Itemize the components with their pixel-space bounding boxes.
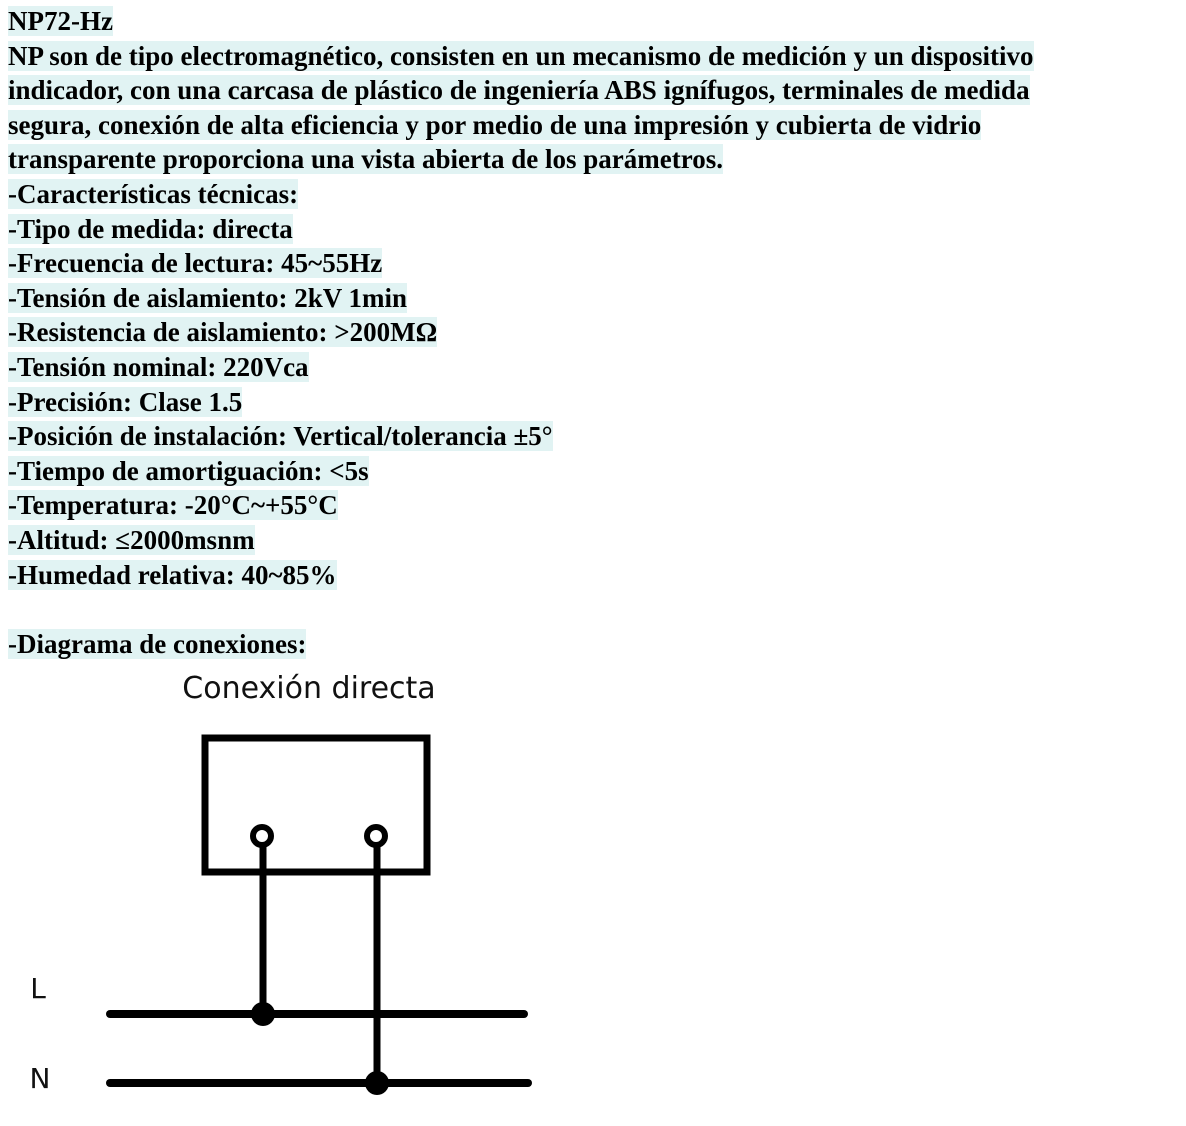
description-line: segura, conexión de alta eficiencia y por medio de una impresión y cubierta de vidrio xyxy=(8,109,982,140)
terminal-2-icon xyxy=(367,827,385,845)
spec-item: -Tiempo de amortiguación: <5s xyxy=(8,455,369,486)
spec-item: -Posición de instalación: Vertical/tolerancia ±5° xyxy=(8,421,553,452)
label-L: L xyxy=(30,972,46,1005)
product-title: NP72-Hz xyxy=(8,6,113,36)
label-N: N xyxy=(29,1062,51,1095)
description-line: transparente proporciona una vista abierta de los parámetros. xyxy=(8,144,723,175)
terminal-1-icon xyxy=(253,827,271,845)
diagram-heading: -Diagrama de conexiones: xyxy=(8,628,307,659)
document xyxy=(8,4,1178,661)
spec-item: -Tipo de medida: directa xyxy=(8,213,293,244)
blank-line xyxy=(8,592,1178,627)
description-line: NP son de tipo electromagnético, consisten en un mecanismo de medición y un dispositivo xyxy=(8,40,1034,71)
specs-heading: -Características técnicas: xyxy=(8,178,299,209)
spec-item: -Frecuencia de lectura: 45~55Hz xyxy=(8,248,383,279)
connection-diagram xyxy=(0,660,560,1126)
spec-item: -Humedad relativa: 40~85% xyxy=(8,559,337,590)
description-line: indicador, con una carcasa de plástico de ingeniería ABS ignífugos, terminales de medida xyxy=(8,75,1030,106)
meter-box xyxy=(205,738,427,872)
diagram-title: Conexión directa xyxy=(182,671,436,706)
junction-N-icon xyxy=(365,1071,389,1095)
spec-item: -Resistencia de aislamiento: >200MΩ xyxy=(8,317,438,348)
spec-item: -Altitud: ≤2000msnm xyxy=(8,524,255,555)
spec-item: -Tensión de aislamiento: 2kV 1min xyxy=(8,282,408,313)
spec-item: -Precisión: Clase 1.5 xyxy=(8,386,243,417)
spec-item: -Tensión nominal: 220Vca xyxy=(8,351,309,382)
spec-item: -Temperatura: -20°C~+55°C xyxy=(8,490,338,521)
junction-L-icon xyxy=(251,1002,275,1026)
